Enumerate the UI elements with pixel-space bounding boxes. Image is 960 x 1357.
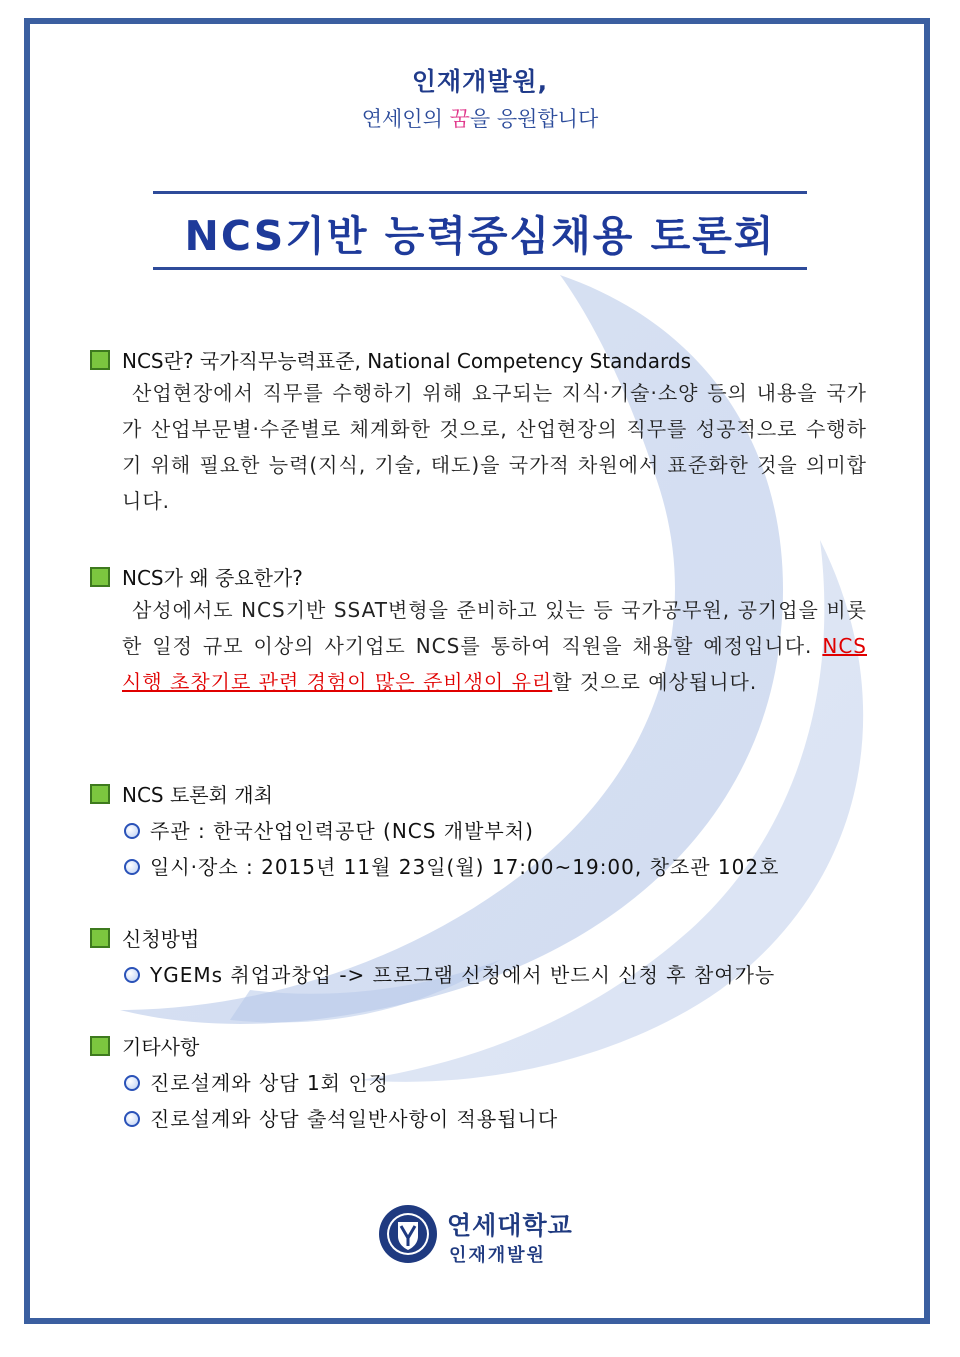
circle-bullet-icon <box>124 967 140 983</box>
section-heading-event: NCS 토론회 개최 <box>90 779 273 808</box>
green-square-bullet-icon <box>90 784 110 804</box>
section-heading-application: 신청방법 <box>90 923 199 952</box>
university-name: 연세대학교 <box>447 1211 573 1240</box>
title-rule-top <box>153 191 807 194</box>
green-square-bullet-icon <box>90 567 110 587</box>
page-title: NCS기반 능력중심채용 토론회 <box>184 212 776 260</box>
section-heading-ncs-definition: NCS란? 국가직무능력표준, National Competency Standards <box>90 345 691 374</box>
section-heading-importance: NCS가 왜 중요한가? <box>90 562 303 591</box>
misc-item-1: 진로설계와 상담 1회 인정 <box>124 1067 389 1096</box>
circle-bullet-icon <box>124 859 140 875</box>
section-text-importance: 삼성에서도 NCS기반 SSAT변형을 준비하고 있는 등 국가공무원, 공기업을 비롯한 일정 규모 이상의 사기업도 NCS를 통하여 직원을 채용할 예정입니다. NCS 시행 초창기로 관련 경험이 많은 준비생이 유리할 것으로 예상됩니다. <box>122 598 867 694</box>
section-heading-misc: 기타사항 <box>90 1031 199 1060</box>
green-square-bullet-icon <box>90 928 110 948</box>
application-method: YGEMs 취업과창업 -> 프로그램 신청에서 반드시 신청 후 참여가능 <box>124 959 775 988</box>
event-datetime-place: 일시·장소 : 2015년 11월 23일(월) 17:00~19:00, 창조관 102호 <box>124 851 779 880</box>
yonsei-emblem-icon <box>378 1204 438 1264</box>
misc-item-2: 진로설계와 상담 출석일반사항이 적용됩니다 <box>124 1103 558 1132</box>
slogan-line1: 인재개발원, <box>411 67 549 96</box>
title-rule-bottom <box>153 267 807 270</box>
event-organizer: 주관 : 한국산업인력공단 (NCS 개발부처) <box>124 815 534 844</box>
circle-bullet-icon <box>124 823 140 839</box>
highlight-red-text: NCS 시행 초창기로 관련 경험이 많은 준비생이 유리 <box>122 634 867 694</box>
slogan-line2: 연세인의 꿈을 응원합니다 <box>361 107 599 131</box>
green-square-bullet-icon <box>90 1036 110 1056</box>
circle-bullet-icon <box>124 1111 140 1127</box>
section-text-ncs-definition: 산업현장에서 직무를 수행하기 위해 요구되는 지식·기술·소양 등의 내용을 국가가 산업부문별·수준별로 체계화한 것으로, 산업현장의 직무를 성공적으로 수행하기 위해 필요한 능력(지식, 기술, 태도)을 국가적 차원에서 표준화한 것을 의미합니다. <box>122 381 867 513</box>
department-name: 인재개발원 <box>449 1245 546 1266</box>
green-square-bullet-icon <box>90 350 110 370</box>
circle-bullet-icon <box>124 1075 140 1091</box>
